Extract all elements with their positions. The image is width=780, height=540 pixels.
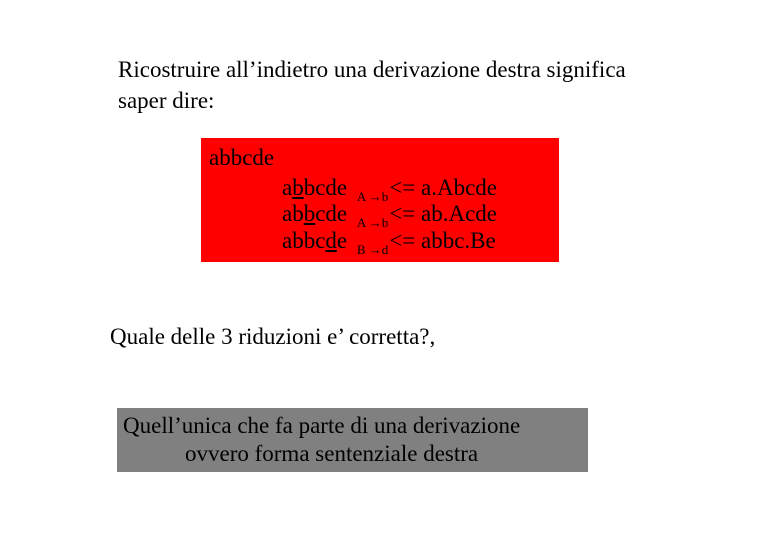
intro-line-1: Ricostruire all’indietro una derivazione destra significa	[118, 57, 626, 82]
derivation-start: abbcde	[209, 145, 275, 170]
row-2-arrow: <=	[389, 201, 416, 226]
row-2-pre: ab	[282, 201, 304, 226]
answer-line-2: ovvero forma sentenziale destra	[185, 441, 479, 466]
row-2-rule: A →b	[356, 215, 389, 230]
row-3-post: e	[336, 228, 348, 253]
row-1-pre: a	[282, 175, 293, 200]
row-2-underlined: b	[303, 201, 316, 226]
answer-line-1: Quell’unica che fa parte di una derivazione	[123, 413, 521, 438]
row-1-result: a.Abcde	[421, 175, 498, 200]
answer-box	[117, 408, 588, 472]
row-2-result: ab.Acde	[421, 201, 498, 226]
intro-text	[118, 54, 626, 116]
row-3-underlined: d	[325, 228, 337, 253]
derivation-box	[201, 138, 559, 262]
row-1-rule: A →b	[356, 189, 389, 204]
question-text: Quale delle 3 riduzioni e’ corretta?,	[110, 324, 436, 349]
row-3-rule: B →d	[356, 242, 389, 257]
row-3-arrow: <=	[389, 228, 416, 253]
row-2-post: cde	[315, 201, 348, 226]
row-1-arrow: <=	[389, 175, 416, 200]
intro-line-2: saper dire:	[118, 88, 215, 113]
row-3-result: abbc.Be	[421, 228, 496, 253]
row-3-pre: abbc	[282, 228, 326, 253]
row-1-underlined: b	[292, 175, 304, 200]
derivation-row-3	[282, 227, 496, 258]
row-1-post: bcde	[303, 175, 348, 200]
